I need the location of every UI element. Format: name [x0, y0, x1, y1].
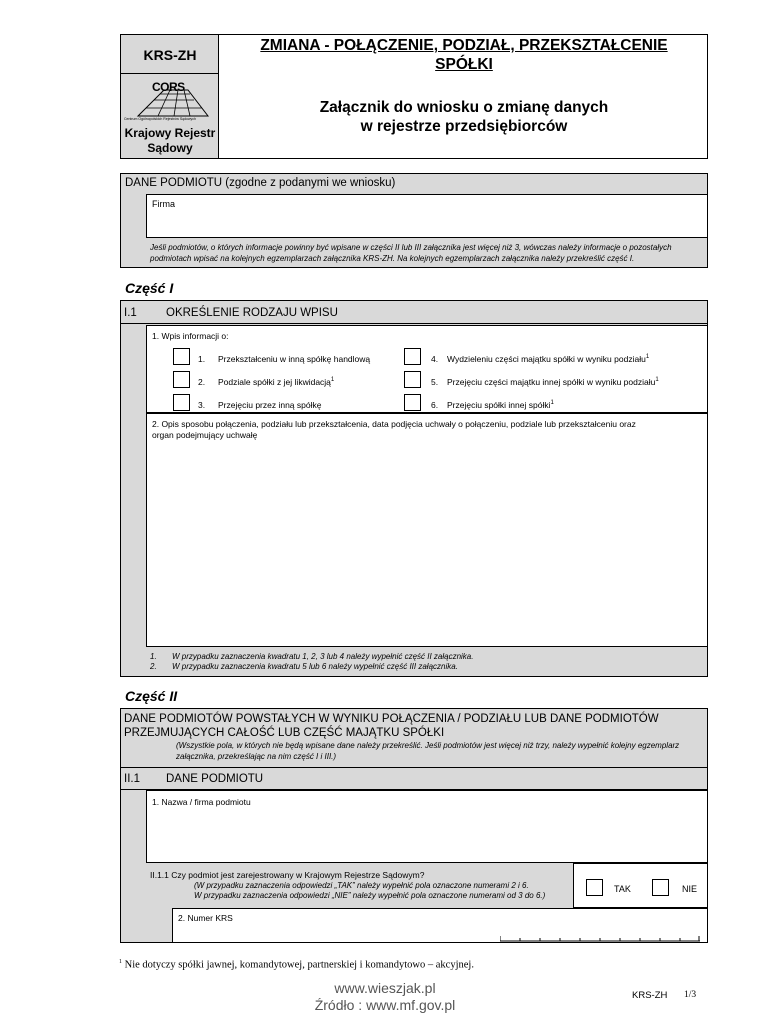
option-4-footnote-mark: 1: [645, 354, 650, 361]
registry-name-line2: Sądowy: [147, 141, 193, 155]
opis-sposobu-label-line2: organ podejmujący uchwałę: [152, 430, 258, 440]
option-2-num: 2.: [198, 377, 206, 387]
option-2-footnote-mark: 1: [330, 377, 335, 384]
opis-sposobu-label-line1: 2. Opis sposobu połączenia, podziału lub przekształcenia, data podjęcia uchwały o połączeniu, podziale lub przekształceniu oraz: [152, 419, 636, 429]
czesc-1-header-divider: [121, 323, 707, 324]
czesc-2-title-line1: DANE PODMIOTÓW POWSTAŁYCH W WYNIKU POŁĄCZENIA / PODZIAŁU LUB DANE PODMIOTÓW: [124, 713, 659, 725]
q111-note-line2: W przypadku zaznaczenia odpowiedzi „NIE” należy wypełnić pola oznaczone numerami od 3 do 6.): [194, 891, 546, 900]
option-2-label: [218, 377, 334, 387]
cors-logo: [124, 80, 216, 124]
q111-question: II.1.1 Czy podmiot jest zarejestrowany w Krajowym Rejestrze Sądowym?: [150, 870, 425, 880]
option-1-checkbox[interactable]: [173, 348, 190, 365]
czesc-2-divider: [121, 767, 707, 768]
tak-checkbox[interactable]: [586, 879, 603, 896]
page-footnote: [119, 959, 474, 971]
option-2-checkbox[interactable]: [173, 371, 190, 388]
section-i1-title: OKREŚLENIE RODZAJU WPISU: [166, 307, 338, 319]
option-4-label: [447, 354, 649, 364]
option-5-num: 5.: [431, 377, 439, 387]
page-subtitle-line1: Załącznik do wniosku o zmianę danych: [319, 99, 609, 116]
option-6-label: [447, 400, 554, 410]
q111-note-line1: (W przypadku zaznaczenia odpowiedzi „TAK” należy wypełnić pola oznaczone numerami 2 i 6.: [194, 881, 529, 890]
czesc-1-heading: Część I: [125, 280, 174, 296]
section-i1-num: I.1: [124, 307, 137, 319]
option-6-num: 6.: [431, 400, 439, 410]
page-title-line2: SPÓŁKI: [435, 56, 493, 73]
numer-krs-label: 2. Numer KRS: [178, 913, 233, 923]
registry-name-line1: Krajowy Rejestr: [124, 126, 216, 140]
nie-checkbox[interactable]: [652, 879, 669, 896]
czesc-2-heading: Część II: [125, 688, 178, 704]
option-5-footnote-mark: 1: [655, 377, 659, 384]
czesc-2-title-line2: PRZEJMUJĄCYCH CAŁOŚĆ LUB CZĘŚĆ MAJĄTKU SPÓŁKI: [124, 727, 445, 739]
option-3-num: 3.: [198, 400, 206, 410]
watermark-line2: Źródło : www.mf.gov.pl: [314, 997, 456, 1013]
footer-page-number: 1/3: [684, 990, 697, 1000]
dane-podmiotu-note-line1: Jeśli podmiotów, o których informacje powinny być wpisane w części II lub III załącznika jest więcej niż 3, wówczas należy informacje o pozostałych: [150, 243, 672, 252]
option-5-text: Przejęciu części majątku innej spółki w wyniku podziału: [447, 377, 656, 387]
opis-sposobu-field[interactable]: [146, 413, 708, 647]
nie-label: NIE: [682, 884, 698, 894]
firma-field[interactable]: [146, 194, 708, 238]
watermark-line1: www.wieszjak.pl: [334, 980, 436, 996]
option-4-text: Wydzieleniu części majątku spółki w wyniku podziału: [447, 354, 646, 364]
firma-label: Firma: [152, 199, 175, 209]
footnote-i-1-num: 1.: [150, 652, 157, 661]
footnote-i-2-num: 2.: [150, 662, 157, 671]
section-ii1-title: DANE PODMIOTU: [166, 773, 264, 785]
logo-text: CORS: [152, 80, 185, 94]
section-ii1-num: II.1: [124, 773, 140, 785]
form-code: KRS-ZH: [143, 47, 197, 63]
option-4-checkbox[interactable]: [404, 348, 421, 365]
footnote-i-1-text: W przypadku zaznaczenia kwadratu 1, 2, 3 lub 4 należy wypełnić część II załącznika.: [172, 652, 474, 661]
header-code-divider: [121, 73, 219, 74]
option-3-label: Przejęciu przez inną spółkę: [218, 400, 322, 410]
option-4-num: 4.: [431, 354, 439, 364]
option-5-checkbox[interactable]: [404, 371, 421, 388]
option-6-checkbox[interactable]: [404, 394, 421, 411]
page-title-line1: ZMIANA - POŁĄCZENIE, PODZIAŁ, PRZEKSZTAŁCENIE: [260, 37, 668, 54]
dane-podmiotu-note-line2: podmiotach wpisać na kolejnych egzemplarzach załącznika KRS-ZH. Na kolejnych egzemplarzach załącznika należy przekreślić część I.: [150, 254, 635, 263]
wpis-label: 1. Wpis informacji o:: [152, 331, 229, 341]
option-6-text: Przejęciu spółki innej spółki: [447, 400, 551, 410]
dane-podmiotu-heading: DANE PODMIOTU (zgodne z podanymi we wniosku): [125, 177, 396, 189]
numer-krs-digit-comb: [500, 929, 700, 937]
tak-label: TAK: [614, 884, 631, 894]
option-5-label: [447, 377, 659, 387]
option-1-num: 1.: [198, 354, 206, 364]
footnote-i-2-text: W przypadku zaznaczenia kwadratu 5 lub 6 należy wypełnić część III załącznika.: [172, 662, 458, 671]
logo-subtext: Centrum Ogólnopolskich Rejestrów Sądowych: [124, 117, 196, 121]
page-footnote-mark: 1: [119, 959, 122, 965]
nazwa-firma-label: 1. Nazwa / firma podmiotu: [152, 797, 251, 807]
czesc-2-note-line2: załącznika, przekreślając na nim część I i III.): [176, 752, 337, 761]
option-1-label: Przekształceniu w inną spółkę handlową: [218, 354, 371, 364]
option-6-footnote-mark: 1: [550, 400, 554, 407]
page-footnote-text: Nie dotyczy spółki jawnej, komandytowej, partnerskiej i komandytowo – akcyjnej.: [124, 959, 474, 971]
czesc-2-note-line1: (Wszystkie pola, w których nie będą wpisane dane należy przekreślić. Jeśli podmiotów jest więcej niż trzy, należy wypełnić kolejny egzemplarz: [176, 741, 680, 750]
option-2-text: Podziale spółki z jej likwidacją: [218, 377, 331, 387]
footer-form-code: KRS-ZH: [632, 990, 668, 1001]
option-3-checkbox[interactable]: [173, 394, 190, 411]
page-subtitle-line2: w rejestrze przedsiębiorców: [360, 118, 568, 135]
